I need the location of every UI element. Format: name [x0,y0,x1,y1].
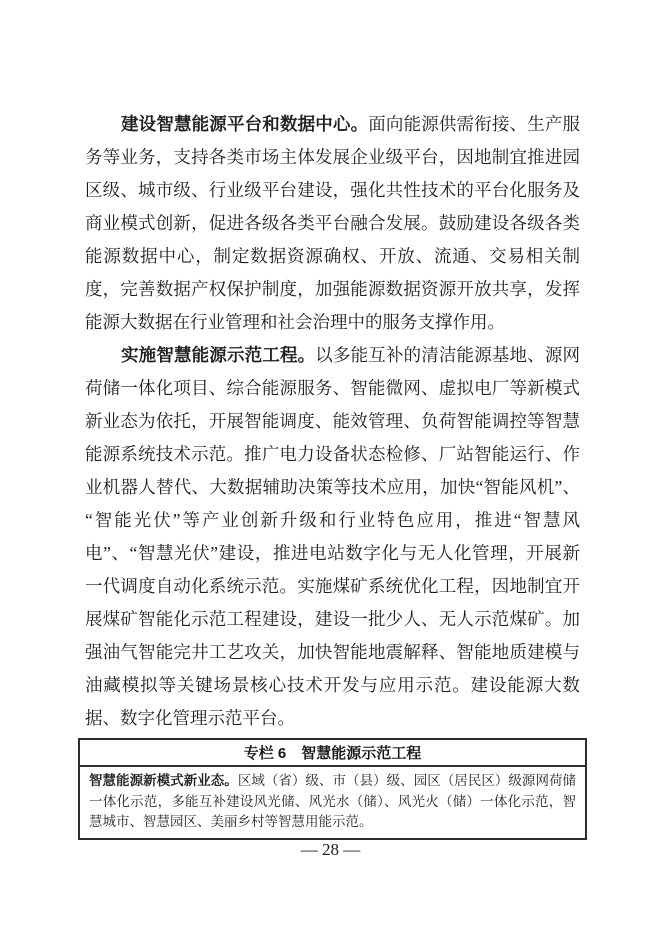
paragraph-smart-energy-platform [85,108,580,339]
callout-first-line [89,771,576,792]
text-line: 强油气智能完井工艺攻关，加快智能地震解释、智能地质建模与 [85,642,580,662]
text-line: 区级、城市级、行业级平台建设，强化共性技术的平台化服务及 [85,180,580,200]
callout-last-line: 慧城市、智慧园区、美丽乡村等智慧用能示范。 [89,814,373,829]
callout-lead-rest: 区域（省）级、市（县）级、园区（居民区）级源网荷储 [237,773,576,788]
callout-title: 专栏 6 智慧能源示范工程 [80,740,585,767]
text-line: 电”、“智慧光伏”建设，推进电站数字化与无人化管理，开展新 [85,543,580,563]
paragraph-last-line: 能源大数据在行业管理和社会治理中的服务支撑作用。 [85,312,505,332]
callout-box-column6 [78,738,587,840]
text-line: 度，完善数据产权保护制度，加强能源数据资源开放共享，发挥 [85,279,580,299]
text-line: 新业态为依托，开展智能调度、能效管理、负荷智能调控等智慧 [85,411,580,431]
text-line: 一代调度自动化系统示范。实施煤矿系统优化工程，因地制宜开 [85,576,580,596]
paragraph-last-line: 据、数字化管理示范平台。 [85,708,295,728]
text-line: 务等业务，支持各类市场主体发展企业级平台，因地制宜推进园 [85,147,580,167]
page-number: — 28 — [300,840,361,859]
paragraph-lead-bold: 实施智慧能源示范工程。 [121,345,316,365]
text-line: 能源数据中心，制定数据资源确权、开放、流通、交易相关制 [85,246,580,266]
callout-text-line: 一体化示范，多能互补建设风光储、风光水（储）、风光火（储）一体化示范，智 [89,793,576,809]
text-line: “智能光伏”等产业创新升级和行业特色应用，推进“智慧风 [85,510,580,530]
paragraph-lead-rest: 面向能源供需衔接、生产服 [368,114,580,134]
paragraph-first-line [85,108,580,141]
paragraph-lead-rest: 以多能互补的清洁能源基地、源网 [315,345,580,365]
text-line: 商业模式创新，促进各级各类平台融合发展。鼓励建设各级各类 [85,213,580,233]
text-line: 油藏模拟等关键场景核心技术开发与应用示范。建设能源大数 [85,675,580,695]
callout-body [80,767,585,838]
paragraph-smart-energy-demo [85,339,580,735]
paragraph-first-line [85,339,580,372]
text-line: 荷储一体化项目、综合能源服务、智能微网、虚拟电厂等新模式 [85,378,580,398]
callout-lead-bold: 智慧能源新模式新业态。 [89,773,238,788]
text-line: 能源系统技术示范。推广电力设备状态检修、厂站智能运行、作 [85,444,580,464]
page-content [85,108,580,840]
text-line: 业机器人替代、大数据辅助决策等技术应用，加快“智能风机”、 [85,477,580,497]
paragraph-lead-bold: 建设智慧能源平台和数据中心。 [121,114,369,134]
text-line: 展煤矿智能化示范工程建设，建设一批少人、无人示范煤矿。加 [85,609,580,629]
